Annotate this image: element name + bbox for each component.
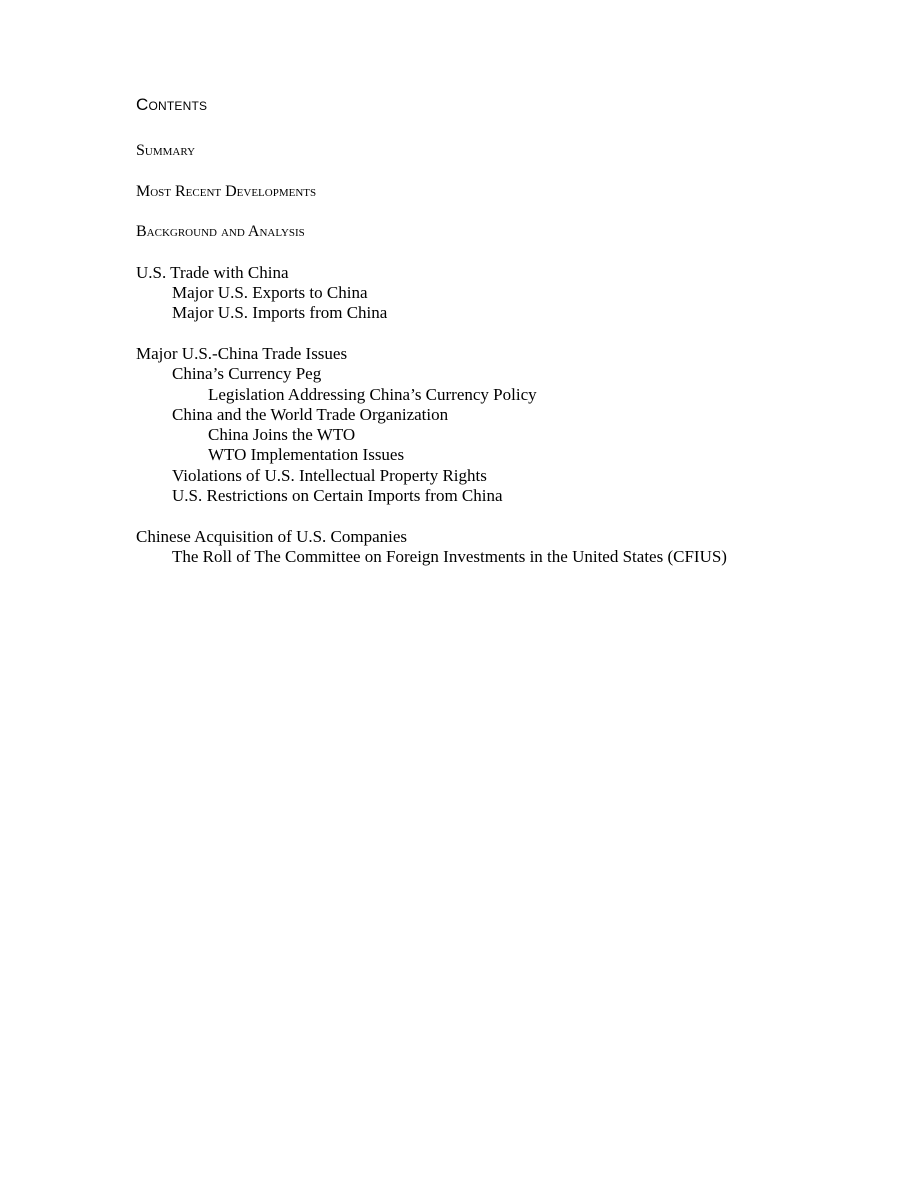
toc-entry-trade-issues[interactable]: Major U.S.-China Trade Issues — [136, 343, 348, 363]
table-of-contents — [136, 141, 836, 567]
toc-spacer — [136, 242, 836, 262]
toc-spacer — [136, 202, 836, 222]
toc-entry-wto-implementation[interactable]: WTO Implementation Issues — [208, 445, 405, 465]
toc-spacer — [136, 161, 836, 181]
toc-spacer — [136, 324, 836, 344]
toc-spacer — [136, 506, 836, 526]
toc-entry-china-and-wto[interactable]: China and the World Trade Organization — [172, 404, 449, 424]
page-title: Contents — [136, 95, 208, 114]
toc-entry-major-us-exports[interactable]: Major U.S. Exports to China — [172, 283, 368, 303]
toc-entry-major-us-imports[interactable]: Major U.S. Imports from China — [172, 303, 388, 323]
toc-entry-currency-legislation[interactable]: Legislation Addressing China’s Currency Policy — [208, 384, 537, 404]
toc-entry-import-restrictions[interactable]: U.S. Restrictions on Certain Imports from China — [172, 486, 503, 506]
toc-entry-us-trade-with-china[interactable]: U.S. Trade with China — [136, 262, 289, 282]
toc-entry-currency-peg[interactable]: China’s Currency Peg — [172, 364, 322, 384]
toc-entry-summary[interactable]: Summary — [136, 142, 196, 159]
toc-entry-cfius[interactable]: The Roll of The Committee on Foreign Investments in the United States (CFIUS) — [172, 546, 727, 566]
toc-entry-background-and-analysis[interactable]: Background and Analysis — [136, 223, 305, 241]
toc-entry-ip-rights[interactable]: Violations of U.S. Intellectual Property Rights — [172, 465, 487, 485]
toc-entry-most-recent-developments[interactable]: Most Recent Developments — [136, 182, 317, 200]
toc-entry-china-joins-wto[interactable]: China Joins the WTO — [208, 425, 356, 445]
toc-entry-chinese-acquisition[interactable]: Chinese Acquisition of U.S. Companies — [136, 526, 408, 546]
